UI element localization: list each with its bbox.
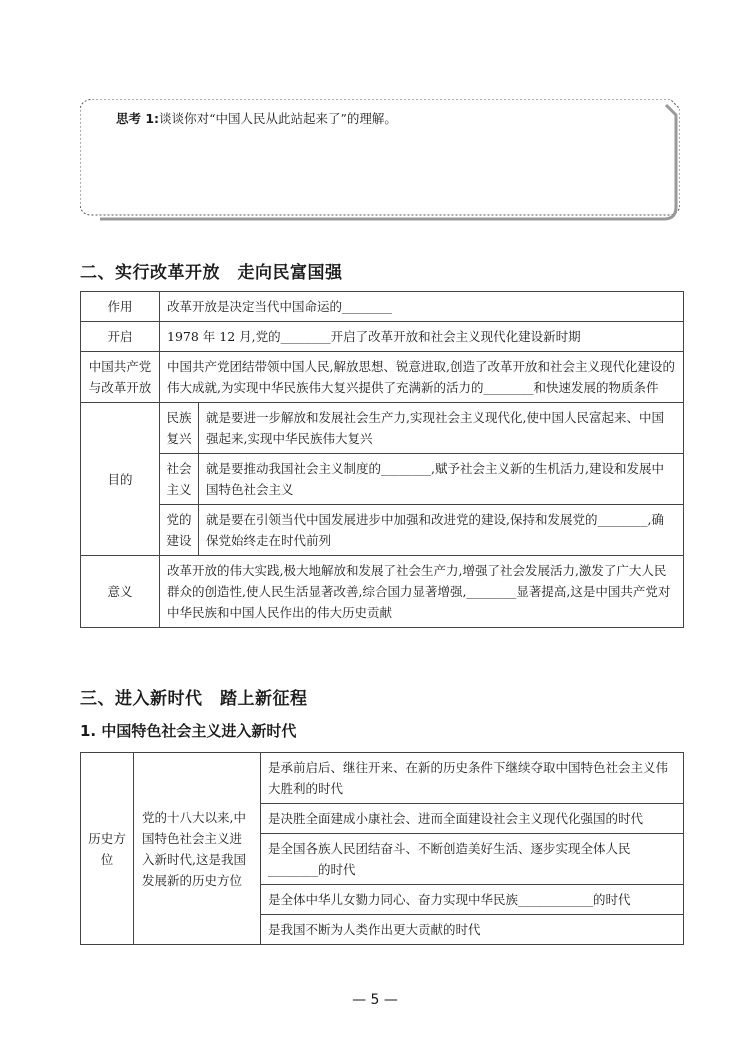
row-text-start: 1978 年 12 月,党的________开启了改革开放和社会主义现代化建设新时期 xyxy=(160,322,684,352)
row-label-start: 开启 xyxy=(81,322,160,352)
era-item: 是我国不断为人类作出更大贡献的时代 xyxy=(261,915,684,945)
row-label-position: 历史方位 xyxy=(81,753,134,945)
reform-table xyxy=(80,291,684,628)
think-text: 谈谈你对“中国人民从此站起来了”的理解。 xyxy=(159,111,397,126)
think-label: 思考 1: xyxy=(116,111,160,126)
goal-sub-text: 就是要进一步解放和发展社会生产力,实现社会主义现代化,使中国人民富起来、中国强起来,实现中华民族伟大复兴 xyxy=(199,403,684,454)
table-row xyxy=(81,292,684,322)
position-description: 党的十八大以来,中国特色社会主义进入新时代,这是我国发展新的历史方位 xyxy=(134,753,261,945)
goal-sub-text: 就是要推动我国社会主义制度的________,赋予社会主义新的生机活力,建设和发展中国特色社会主义 xyxy=(199,454,684,505)
row-label-goal: 目的 xyxy=(81,403,160,556)
table-row xyxy=(81,403,684,454)
row-text-meaning: 改革开放的伟大实践,极大地解放和发展了社会生产力,增强了社会发展活力,激发了广大人民群众的创造性,使人民生活显著改善,综合国力显著增强,________显著提高,这是中国共产党对中华民族和中国人民作出的伟大历史贡献 xyxy=(160,556,684,628)
think-question xyxy=(116,109,397,127)
table-row xyxy=(81,753,684,804)
section3-subtitle: 1. 中国特色社会主义进入新时代 xyxy=(80,722,297,740)
new-era-table xyxy=(80,752,684,945)
goal-sub-label: 民族复兴 xyxy=(160,403,199,454)
section3-title: 三、进入新时代 踏上新征程 xyxy=(80,689,308,709)
era-item: 是承前启后、继往开来、在新的历史条件下继续夺取中国特色社会主义伟大胜利的时代 xyxy=(261,753,684,804)
row-text-party: 中国共产党团结带领中国人民,解放思想、锐意进取,创造了改革开放和社会主义现代化建设的伟大成就,为实现中华民族伟大复兴提供了充满新的活力的________和快速发展的物质条件 xyxy=(160,352,684,403)
era-item: 是全体中华儿女勠力同心、奋力实现中华民族____________的时代 xyxy=(261,885,684,915)
table-row xyxy=(81,556,684,628)
goal-sub-label: 社会主义 xyxy=(160,454,199,505)
section2-title: 二、实行改革开放 走向民富国强 xyxy=(80,263,343,283)
table-row xyxy=(81,505,684,556)
page-number: — 5 — xyxy=(352,992,398,1008)
era-item: 是决胜全面建成小康社会、进而全面建设社会主义现代化强国的时代 xyxy=(261,804,684,834)
table-row xyxy=(81,322,684,352)
row-label-role: 作用 xyxy=(81,292,160,322)
era-item: 是全国各族人民团结奋斗、不断创造美好生活、逐步实现全体人民________的时代 xyxy=(261,834,684,885)
row-text-role: 改革开放是决定当代中国命运的________ xyxy=(160,292,684,322)
row-label-party: 中国共产党与改革开放 xyxy=(81,352,160,403)
row-label-meaning: 意义 xyxy=(81,556,160,628)
think-box xyxy=(80,99,680,219)
goal-sub-label: 党的建设 xyxy=(160,505,199,556)
goal-sub-text: 就是要在引领当代中国发展进步中加强和改进党的建设,保持和发展党的________,确保党始终走在时代前列 xyxy=(199,505,684,556)
table-row xyxy=(81,454,684,505)
table-row xyxy=(81,352,684,403)
